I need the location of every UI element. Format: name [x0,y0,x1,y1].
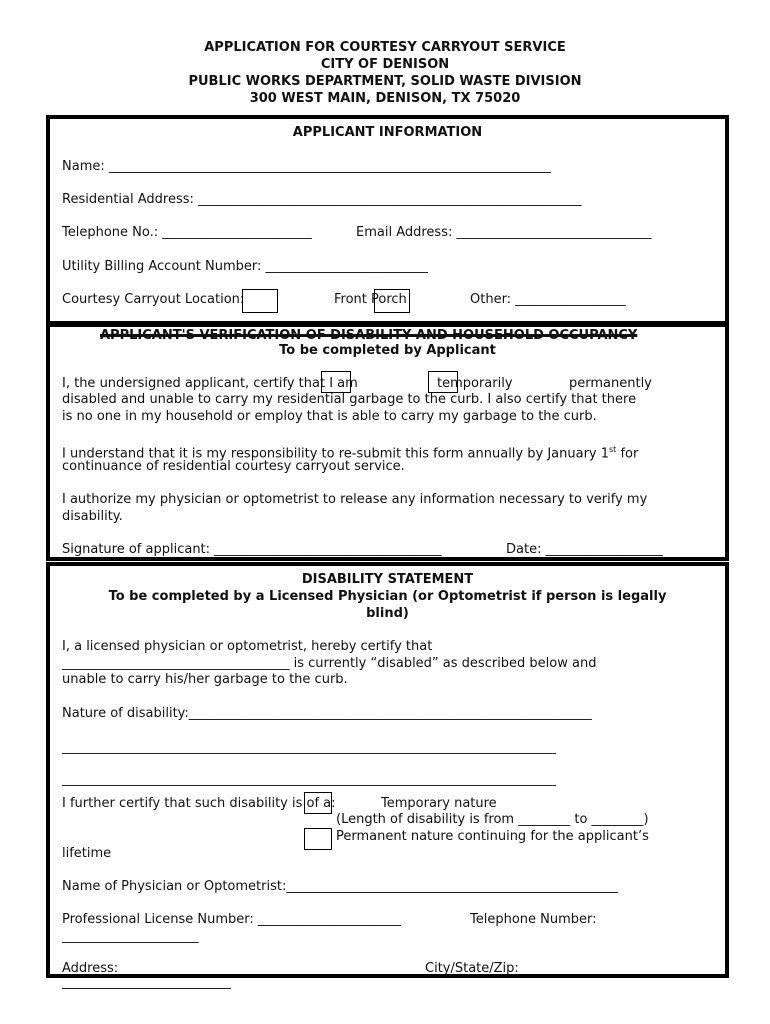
section-subtitle: To be completed by Applicant [279,343,496,358]
lifetime-label: lifetime [62,846,112,861]
authorize-text-2: disability. [62,509,123,524]
section-subtitle: To be completed by a Licensed Physician (or Optometrist if person is legally [108,589,667,604]
section-title: DISABILITY STATEMENT [301,572,474,587]
residential-address-field[interactable]: Residential Address: ___________________________________________________________ [62,192,582,207]
front-porch-checkbox[interactable] [374,289,410,313]
form-title: APPLICATION FOR COURTESY CARRYOUT SERVICE [204,40,566,55]
further-certify-text: I further certify that such disability is of a: [62,796,336,811]
nature-of-disability-field[interactable]: Nature of disability:______________________________________________________________ [62,706,592,721]
verification-section [46,321,729,561]
section-title: APPLICANT'S VERIFICATION OF DISABILITY AND HOUSEHOLD OCCUPANCY [100,328,638,343]
disability-statement-section [46,562,729,978]
other-location-field[interactable]: Other: _________________ [470,292,626,307]
department-name: PUBLIC WORKS DEPARTMENT, SOLID WASTE DIVISION [188,74,582,89]
department-address: 300 WEST MAIN, DENISON, TX 75020 [249,91,521,106]
telephone-number-label: Telephone Number: [470,912,597,927]
physician-name-field[interactable]: Name of Physician or Optometrist:___________________________________________________ [62,879,618,894]
temporary-nature-label: Temporary nature [381,796,497,811]
length-of-disability-field[interactable]: (Length of disability is from ________ to ________) [336,812,649,827]
signature-field[interactable]: Signature of applicant: ___________________________________ [62,542,442,557]
city-name: CITY OF DENISON [320,57,450,72]
certify-text-2: disabled and unable to carry my residential garbage to the curb. I also certify that there [62,392,637,407]
nature-blank-line-1[interactable]: ____________________________________________________________________________ [62,740,556,755]
permanent-nature-checkbox[interactable] [304,828,332,850]
location-checkbox[interactable] [242,289,278,313]
certify-text-3: is no one in my household or employ that is able to carry my garbage to the curb. [62,409,597,424]
physician-certify-text: I, a licensed physician or optometrist, hereby certify that [62,639,433,654]
city-state-zip-label: City/State/Zip: [425,961,519,976]
permanently-label: permanently [569,376,652,391]
patient-name-field[interactable]: ___________________________________ is currently “disabled” as described below and [62,656,597,671]
temporarily-label: temporarily [437,376,513,391]
am-checkbox[interactable] [321,371,351,393]
physician-certify-text-2: unable to carry his/her garbage to the curb. [62,672,348,687]
email-field[interactable]: Email Address: ______________________________ [356,225,652,240]
front-porch-label: Front Porch [334,292,407,307]
date-field[interactable]: Date: __________________ [506,542,663,557]
telephone-number-field[interactable]: _____________________ [62,929,199,944]
section-subtitle-2: blind) [366,606,409,621]
nature-blank-line-2[interactable]: ____________________________________________________________________________ [62,772,556,787]
carryout-location-label: Courtesy Carryout Location: [62,292,245,307]
resubmit-text-2: continuance of residential courtesy carryout service. [62,459,405,474]
license-number-field[interactable]: Professional License Number: ______________________ [62,912,401,927]
certify-text: I, the undersigned applicant, certify that I am [62,376,358,391]
authorize-text: I authorize my physician or optometrist to release any information necessary to verify my [62,492,648,507]
temporary-nature-checkbox[interactable] [304,792,332,814]
resubmit-text: I understand that it is my responsibility to re-submit this form annually by January 1st for [62,445,639,462]
applicant-information-section [46,115,729,327]
physician-address-field[interactable]: __________________________ [62,975,231,990]
telephone-field[interactable]: Telephone No.: _______________________ [62,225,312,240]
utility-account-field[interactable]: Utility Billing Account Number: _________________________ [62,259,428,274]
section-title: APPLICANT INFORMATION [292,125,483,140]
permanent-nature-label: Permanent nature continuing for the applicant’s [336,829,649,844]
physician-address-label: Address: [62,961,119,976]
name-field[interactable]: Name: ____________________________________________________________________ [62,159,551,174]
